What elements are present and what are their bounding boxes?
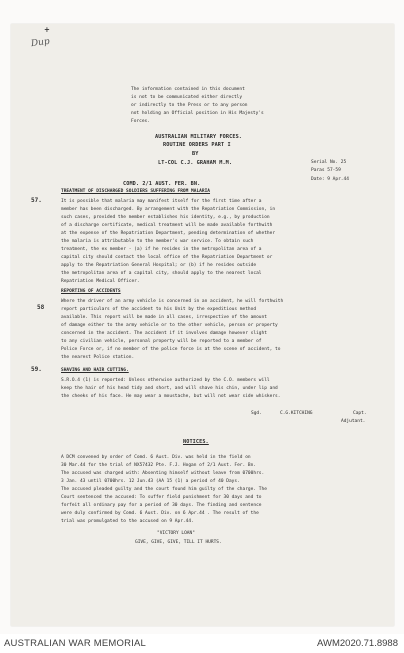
section-text-line: Where the driver of an army vehicle is concerned in an accident, he will forthwith bbox=[61, 299, 284, 304]
security-notice-line: Forces. bbox=[131, 119, 150, 124]
pencil-tick-mark: + bbox=[44, 25, 50, 34]
header-title: AUSTRALIAN MILITARY FORCES. bbox=[155, 134, 243, 140]
section-text-line: such cases, provided the member establishes his identity, e.g., by production bbox=[61, 215, 270, 220]
notice-text-line: The accused pleaded guilty and the court found him guilty of the charge. The bbox=[61, 487, 267, 492]
section-number: 59. bbox=[31, 366, 42, 373]
notice-text-line: were duly confirmed by Comd. 6 Aust. Div. on 6 Apr.44 . The result of the bbox=[61, 511, 259, 516]
notices-title: NOTICES. bbox=[183, 439, 209, 445]
section-title: SHAVING AND HAIR CUTTING. bbox=[61, 368, 129, 373]
section-text-line: Police Force or, if no member of the police force is at the scene of accident, to bbox=[61, 347, 281, 352]
header-unit: COMD. 2/1 AUST. FER. BN. bbox=[123, 181, 201, 187]
notice-text-line: Court sentenced the accused: To suffer field punishment for 30 days and to bbox=[61, 495, 262, 500]
section-text-line: keep the hair of his head tidy and short, and will shave his chin, under lip and bbox=[61, 386, 278, 391]
signature-name: C.G.KITCHING bbox=[280, 411, 313, 416]
document-sheet bbox=[11, 24, 394, 626]
slogan-victory-loan: "VICTORY LOAN" bbox=[157, 531, 195, 536]
slogan-give: GIVE, GIVE, GIVE, TILL IT HURTS. bbox=[135, 540, 222, 545]
section-title: TREATMENT OF DISCHARGED SOLDIERS SUFFERING FROM MALARIA bbox=[61, 189, 211, 194]
footer-accession-number: AWM2020.71.8988 bbox=[317, 638, 398, 649]
section-text-line: treatment, the ex member - (a) if he resides in the metropolitan area of a bbox=[61, 247, 262, 252]
security-notice-line: or indirectly to the Press or to any person bbox=[131, 103, 248, 108]
signature-role: Adjutant. bbox=[341, 419, 366, 424]
section-text-line: concerned in the accident. The accident if it involves damage however slight bbox=[61, 331, 267, 336]
section-text-line: the nearest Police station. bbox=[61, 355, 135, 360]
section-text-line: S.R.O.4 (1) is reported: Unless otherwise authorized by the C.O. members will bbox=[61, 378, 270, 383]
header-date: Date: 9 Apr.44 bbox=[311, 177, 349, 182]
section-text-line: of damage either to the army vehicle or to the other vehicle, person or property bbox=[61, 323, 278, 328]
section-text-line: capital city should contact the local office of the Repatriation Department or bbox=[61, 255, 273, 260]
header-subtitle: ROUTINE ORDERS PART I bbox=[163, 142, 231, 148]
header-by: BY bbox=[192, 151, 199, 157]
section-text-line: available. This report will be made in all cases, irrespective of the amount bbox=[61, 315, 267, 320]
notice-text-line: A DCM convened by order of Comd. 6 Aust. Div. was held in the field on bbox=[61, 455, 251, 460]
signature-sgd: Sgd. bbox=[251, 411, 262, 416]
security-notice-line: The information contained in this document bbox=[131, 87, 245, 92]
section-text-line: the cheeks of his face. He may wear a moustache, but will not wear side whiskers. bbox=[61, 394, 281, 399]
security-notice-line: is not to be communicated either directly bbox=[131, 95, 243, 100]
notice-text-line: 30 Mar.44 for the trial of NX57432 Pte. F.J. Hogan of 2/1 Aust. Fer. Bn. bbox=[61, 463, 257, 468]
section-text-line: of a discharge certificate, medical treatment will be made available forthwith bbox=[61, 223, 273, 228]
header-commander: LT-COL C.J. GRAHAM M.M. bbox=[158, 160, 233, 166]
section-title: REPORTING OF ACCIDENTS bbox=[61, 289, 121, 294]
notice-text-line: forfeit all ordinary pay for a period of 30 days. The finding and sentence bbox=[61, 503, 262, 508]
signature-rank: Capt. bbox=[353, 411, 367, 416]
archive-footer bbox=[0, 634, 404, 653]
security-notice-line: not holding an Official position in His Majesty's bbox=[131, 111, 264, 116]
notice-text-line: trial was promulgated to the accused on 9 Apr.44. bbox=[61, 519, 194, 524]
section-text-line: member has been discharged. By arrangement with the Repatriation Commission, in bbox=[61, 207, 276, 212]
section-text-line: the malaria is attributable to the member's war service. To obtain such bbox=[61, 239, 254, 244]
section-text-line: It is possible that malaria may manifest itself for the first time after a bbox=[61, 199, 262, 204]
section-text-line: at the expense of the Repatriation Department, pending determination of whether bbox=[61, 231, 276, 236]
header-paras: Paras 57-59 bbox=[311, 168, 341, 173]
header-serial: Serial No. 25 bbox=[311, 160, 347, 165]
section-text-line: the metropolitan area of a capital city, should apply to the nearest local bbox=[61, 271, 262, 276]
section-text-line: to any civilian vehicle, personal property will be reported to a member of bbox=[61, 339, 262, 344]
handwritten-annotation: Dup bbox=[30, 36, 51, 50]
notice-text-line: 3 Jan. 43 until 0700hrs. 12 Jun.43 (AA 15 (1) a period of 40 Days. bbox=[61, 479, 240, 484]
section-number: 57. bbox=[31, 197, 42, 204]
notice-text-line: The accused was charged with: Absenting himself without leave from 0700hrs. bbox=[61, 471, 265, 476]
footer-institution: AUSTRALIAN WAR MEMORIAL bbox=[4, 638, 147, 649]
section-text-line: Repatriation Medical Officer. bbox=[61, 279, 140, 284]
section-number: 58 bbox=[37, 304, 45, 311]
section-text-line: apply to the Repatriation General Hospital; or (b) if he resides outside bbox=[61, 263, 257, 268]
section-text-line: report particulars of the accident to his Unit by the expeditious method bbox=[61, 307, 257, 312]
